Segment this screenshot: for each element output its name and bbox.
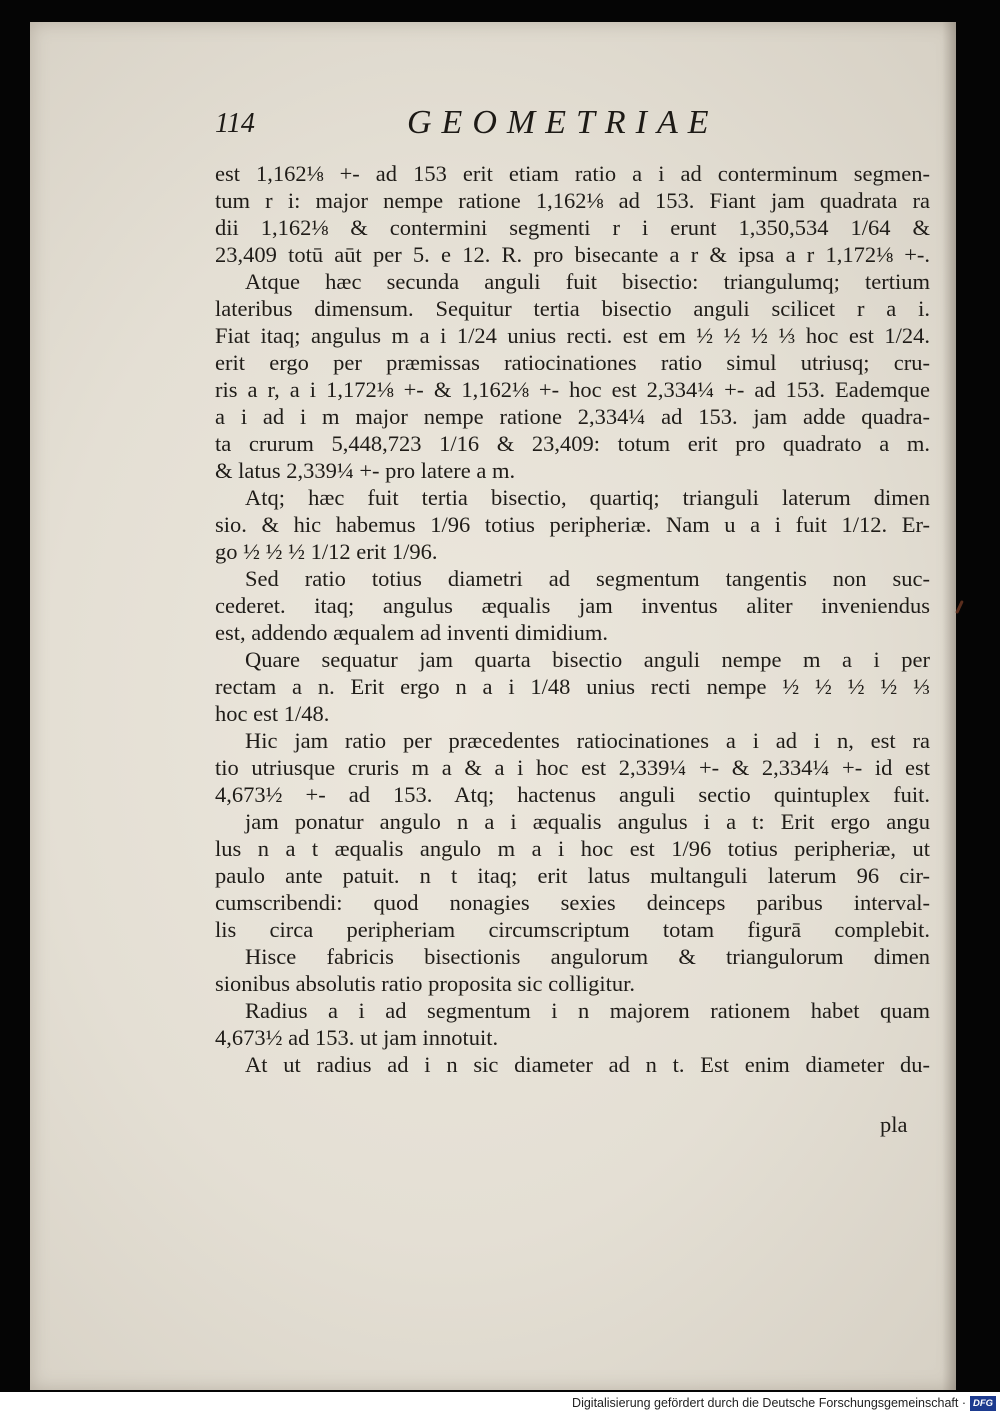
text-line: sio. & hic habemus 1/96 totius peripheriæ. Nam u a i fuit 1/12. Er-	[215, 512, 930, 537]
funding-credit: Digitalisierung gefördert durch die Deutsche Forschungsgemeinschaft ·	[572, 1396, 966, 1410]
text-line: a i ad i m major nempe ratione 2,334¼ ad 153. jam adde quadra-	[215, 404, 930, 429]
page-header	[215, 100, 905, 150]
text-line: Atque hæc secunda anguli fuit bisectio: triangulumq; tertium	[245, 269, 930, 294]
page-number: 114	[215, 108, 255, 139]
text-line: dii 1,162⅛ & contermini segmenti r i erunt 1,350,534 1/64 &	[215, 215, 930, 240]
text-line: est 1,162⅛ +- ad 153 erit etiam ratio a i ad conterminum segmen-	[215, 161, 930, 186]
text-line: lateribus dimensum. Sequitur tertia bisectio anguli scilicet r a i.	[215, 296, 930, 321]
text-line: At ut radius ad i n sic diameter ad n t. Est enim diameter du-	[245, 1052, 930, 1077]
text-line: jam ponatur angulo n a i æqualis angulus i a t: Erit ergo angu	[245, 809, 930, 834]
dfg-logo-icon: DFG	[970, 1396, 996, 1411]
text-line: est, addendo æqualem ad inventi dimidium.	[215, 620, 609, 645]
text-line: Radius a i ad segmentum i n majorem rationem habet quam	[245, 998, 930, 1023]
text-line: sionibus absolutis ratio proposita sic colligitur.	[215, 971, 635, 996]
text-line: paulo ante patuit. n t itaq; erit latus multanguli laterum 96 cir-	[215, 863, 930, 888]
text-line: 4,673½ ad 153. ut jam innotuit.	[215, 1025, 499, 1050]
text-line: Fiat itaq; angulus m a i 1/24 unius recti. est em ½ ½ ½ ⅓ hoc est 1/24.	[215, 323, 930, 348]
text-line: hoc est 1/48.	[215, 701, 330, 726]
text-line: Quare sequatur jam quarta bisectio anguli nempe m a i per	[245, 647, 930, 672]
text-line: cumscribendi: quod nonagies sexies deinceps paribus interval-	[215, 890, 930, 915]
text-line: 23,409 totū aūt per 5. e 12. R. pro bisecante a r & ipsa a r 1,172⅛ +-.	[215, 242, 930, 267]
text-line: ris a r, a i 1,172⅛ +- & 1,162⅛ +- hoc est 2,334¼ +- ad 153. Eademque	[215, 377, 930, 402]
digitization-footer	[0, 1392, 1000, 1416]
text-line: lus n a t æqualis angulo m a i hoc est 1/96 totius peripheriæ, ut	[215, 836, 930, 861]
text-line: Atq; hæc fuit tertia bisectio, quartiq; trianguli laterum dimen	[245, 485, 930, 510]
text-line: cederet. itaq; angulus æqualis jam inventus aliter inveniendus	[215, 593, 930, 618]
page-edge-shadow	[942, 22, 956, 1390]
text-line: Hisce fabricis bisectionis angulorum & triangulorum dimen	[245, 944, 930, 969]
text-line: go ½ ½ ½ 1/12 erit 1/96.	[215, 539, 438, 564]
text-line: lis circa peripheriam circumscriptum totam figurā complebit.	[215, 917, 930, 942]
body-text	[215, 160, 930, 1078]
text-line: rectam a n. Erit ergo n a i 1/48 unius recti nempe ½ ½ ½ ½ ⅓	[215, 674, 930, 699]
margin-ink-mark	[955, 600, 964, 614]
text-line: tum r i: major nempe ratione 1,162⅛ ad 153. Fiant jam quadrata ra	[215, 188, 930, 213]
text-line: Hic jam ratio per præcedentes ratiocinationes a i ad i n, est ra	[245, 728, 930, 753]
text-line: & latus 2,339¼ +- pro latere a m.	[215, 458, 516, 483]
catchword: pla	[880, 1112, 908, 1137]
text-line: tio utriusque cruris m a & a i hoc est 2,339¼ +- & 2,334¼ +- id est	[215, 755, 930, 780]
text-line: 4,673½ +- ad 153. Atq; hactenus anguli sectio quintuplex fuit.	[215, 782, 930, 807]
text-line: erit ergo per præmissas ratiocinationes ratio simul utriusq; cru-	[215, 350, 930, 375]
text-line: Sed ratio totius diametri ad segmentum tangentis non suc-	[245, 566, 930, 591]
running-title: GEOMETRIAE	[407, 104, 719, 141]
text-line: ta crurum 5,448,723 1/16 & 23,409: totum erit pro quadrato a m.	[215, 431, 930, 456]
